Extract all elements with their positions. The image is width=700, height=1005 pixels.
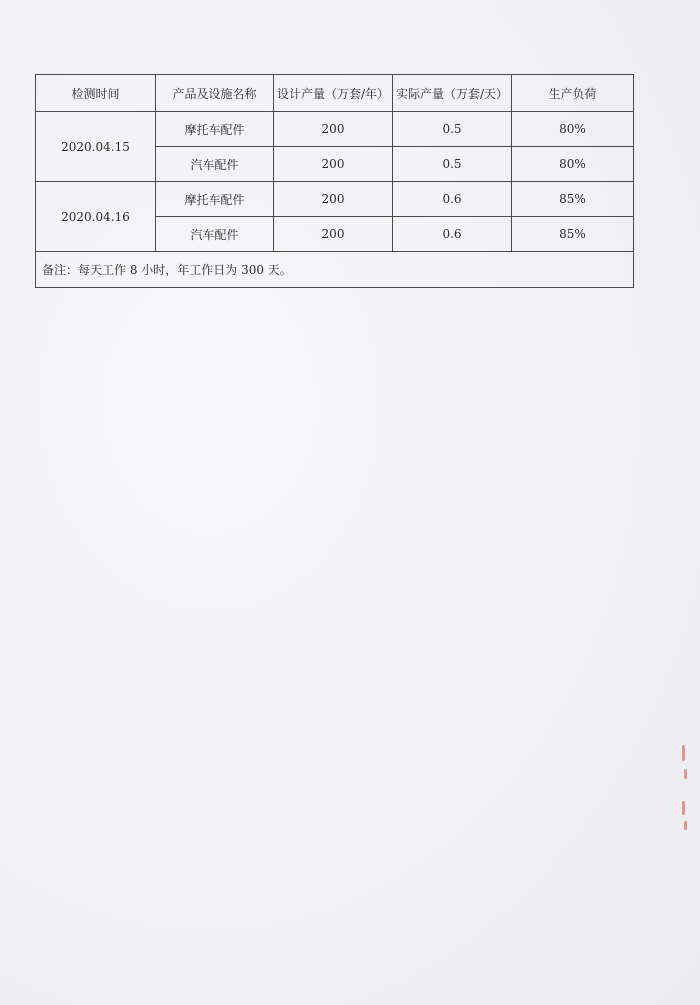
design-output-cell: 200 [274,147,393,182]
header-product-name: 产品及设施名称 [156,75,274,112]
load-cell: 85% [512,182,634,217]
load-cell: 85% [512,217,634,252]
product-cell: 摩托车配件 [156,112,274,147]
note-row [36,252,634,288]
date-cell: 2020.04.16 [36,182,156,252]
header-design-output: 设计产量（万套/年） [274,75,393,112]
red-seal-fragment [678,745,692,835]
load-cell: 80% [512,112,634,147]
table-note: 备注：每天工作 8 小时，年工作日为 300 天。 [36,252,634,288]
actual-output-cell: 0.6 [393,217,512,252]
production-load-table [35,74,634,288]
actual-output-cell: 0.5 [393,147,512,182]
actual-output-cell: 0.6 [393,182,512,217]
date-cell: 2020.04.15 [36,112,156,182]
design-output-cell: 200 [274,182,393,217]
product-cell: 汽车配件 [156,147,274,182]
header-actual-output: 实际产量（万套/天） [393,75,512,112]
table-header-row [36,75,634,112]
design-output-cell: 200 [274,217,393,252]
header-production-load: 生产负荷 [512,75,634,112]
header-test-time: 检测时间 [36,75,156,112]
table-row [36,112,634,147]
load-cell: 80% [512,147,634,182]
product-cell: 摩托车配件 [156,182,274,217]
actual-output-cell: 0.5 [393,112,512,147]
table-row [36,182,634,217]
design-output-cell: 200 [274,112,393,147]
product-cell: 汽车配件 [156,217,274,252]
